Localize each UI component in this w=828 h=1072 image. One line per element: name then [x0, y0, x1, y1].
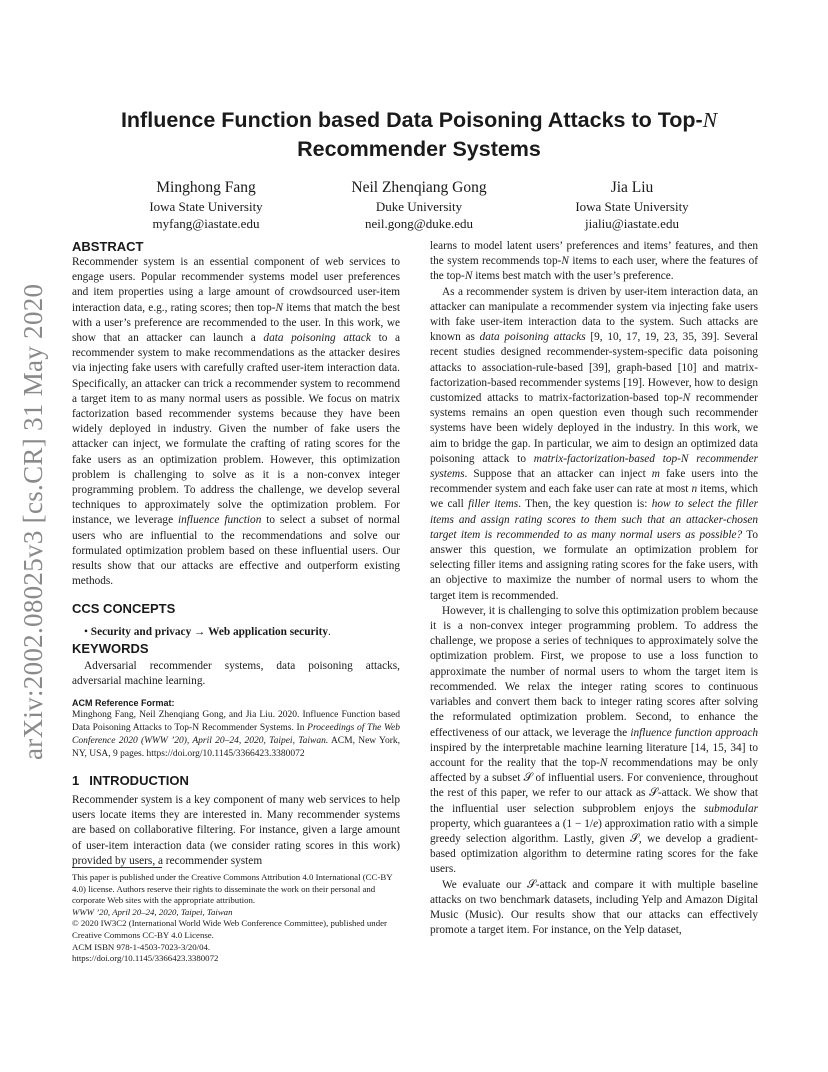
keywords-text: Adversarial recommender systems, data poisoning attacks, adversarial machine learning. [72, 659, 400, 687]
author-affiliation: Duke University [375, 199, 463, 214]
math-s: 𝒮 [630, 832, 639, 845]
math-n: N [561, 255, 569, 268]
math-n: N [275, 301, 284, 314]
title-line2: Recommender Systems [297, 137, 541, 161]
paragraph [430, 285, 758, 604]
math-s: 𝒮 [527, 878, 536, 891]
acm-ref-heading: ACM Reference Format: [72, 698, 175, 709]
text: As a recommender system is driven by user-item interaction data, an attacker can manipulate a recommender system via injecting fake users with fake user-item interaction data to the system. Such attacks are known as [430, 285, 758, 344]
abstract-part: items that match the best with a user’s preference are recommended to the user. In this work, we show that an attacker can launch a [72, 301, 400, 345]
abstract-emph: data poisoning attack [263, 332, 371, 345]
math-n: N [599, 756, 608, 769]
paragraph [430, 878, 758, 939]
footnote [72, 867, 400, 965]
left-column [72, 239, 400, 869]
text: learns to model latent users’ preferences and items’ features, and then the system recommends top- [430, 240, 758, 268]
bullet-icon: • [84, 626, 88, 639]
text: inspired by the interpretable machine learning literature [14, 15, 34] to account for the reality that the top- [430, 741, 758, 769]
text: -attack and compare it with multiple baseline attacks on two benchmark datasets, including Yelp and Amazon Digital Music (Music). Our results show that our attacks can effectively promote a target item. For instance, on the Yelp dataset, [430, 878, 759, 937]
text: We evaluate our [442, 878, 528, 891]
abstract-part: to a recommender system to make recommendations as the attacker desires via injecting fake users with carefully crafted user-item interaction data. Specifically, an attacker can trick a recommender system to recommend a target item to as many normal users as possible. We focus on matrix factorization based recommender systems because they have been widely deployed in industry. Given the number of fake users the attacker can inject, we formulate the crafting of rating scores for the fake users as an optimization problem. However, this optimization problem is challenging to solve as it is a non-convex integer programming problem. To address the challenge, we develop several techniques to approximately solve the optimization problem. For instance, we leverage [72, 332, 400, 527]
emph: how to select the filler items and assign rating scores to them such that an attacker-chosen target item is recommended to as many normal users as possible? [430, 498, 758, 541]
math-s: 𝒮 [523, 772, 533, 785]
ccs-heading: CCS CONCEPTS [72, 601, 176, 617]
paper-title [74, 106, 764, 164]
title-line1: Influence Function based Data Poisoning Attacks to Top- [120, 108, 703, 132]
copyright-text: © 2020 IW3C2 (International World Wide Web Conference Committee), published under Creative Commons CC-BY 4.0 License. [72, 918, 387, 940]
arxiv-stamp: arXiv:2002.08025v3 [cs.CR] 31 May 2020 [18, 283, 48, 760]
author-name: Jia Liu [610, 179, 654, 196]
intro-paragraph: Recommender system is a key component of many web services to help users locate items they are interested in. Many recommender systems are based on collaborative filtering. For instance, given a large amount of user-item interaction data (we consider rating scores in this work) provided by users, a recommender system [72, 794, 400, 867]
text: [9, 10, 17, 19, 23, 35, 39]. Several recent studies designed recommender-system-specific data poisoning attacks to association-rule-based [39], graph-based [10] and matrix-factorization-based recommender systems [19]. However, how to design customized attacks to matrix-factorization-based top- [430, 331, 758, 405]
author-affiliation: Iowa State University [575, 199, 689, 214]
text: . Then, the key question is: [518, 498, 652, 511]
math-m: m [651, 468, 660, 481]
paragraph [430, 604, 758, 878]
author-2 [299, 178, 539, 232]
emph: submodular [704, 802, 758, 815]
author-1 [86, 178, 326, 232]
doi-text: https://doi.org/10.1145/3366423.3380072 [72, 953, 219, 964]
math-n: N [682, 392, 691, 405]
author-name: Minghong Fang [156, 179, 256, 196]
ccs-line [72, 625, 400, 640]
text: -attack. We show that the influential user selection subproblem enjoys the [430, 787, 758, 815]
math-s: 𝒮 [649, 787, 658, 800]
title-n: N [702, 108, 718, 132]
text: , we develop a gradient-based optimization algorithm to determine rating scores for the fake users. [430, 832, 759, 876]
emph: influence function approach [630, 726, 759, 739]
abstract-heading: ABSTRACT [72, 239, 144, 254]
arrow-icon: → [194, 626, 206, 639]
section-number: 1 [72, 773, 80, 789]
text: property, which guarantees a (1 − 1/ [430, 817, 594, 830]
author-name: Neil Zhenqiang Gong [351, 179, 487, 196]
acm-ref-part: Minghong Fang, Neil Zhenqiang Gong, and Jia Liu. 2020. Influence Function based Data Poisoning Attacks to Top-N Recommender Systems. In [72, 710, 400, 734]
abstract-text [72, 255, 400, 589]
text: recommendations may be only affected by a subset [430, 756, 758, 785]
acm-ref-text [72, 709, 400, 761]
acm-ref-venue: Proceedings of The Web Conference 2020 (WWW ’20), April 20–24, 2020, Taipei, Taiwan. [72, 723, 400, 747]
emph: filler items [468, 498, 519, 511]
ccs-concept: Web application security [208, 626, 329, 639]
text: recommender systems remains an open question even though such recommender systems have been widely deployed in the industry. In this work, we aim to bridge the gap. In particular, we aim to design an optimized data poisoning attack to [430, 392, 758, 465]
author-email: neil.gong@duke.edu [364, 216, 473, 231]
text: However, it is challenging to solve this optimization problem because it is a non-convex integer programming problem. To address the challenge, we propose a series of techniques to approximately solve the optimization problem. First, we propose to use a loss function to approximate the number of normal users to whom the target item is recommended. We relax the integer rating scores to continuous variables and convert them back to integer rating scores after solving the reformulated optimization problem. Second, to enhance the effectiveness of our attack, we leverage the [430, 604, 758, 739]
ccs-end: . [328, 626, 331, 639]
text: items, which we call [430, 483, 758, 511]
text: To answer this question, we formulate an optimization problem for selecting filler items and assigning rating scores for the fake users, with an objective to maximize the number of normal users to whom the target item is recommended. [430, 528, 758, 602]
author-email: jialiu@iastate.edu [585, 216, 679, 231]
author-3 [512, 178, 752, 232]
license-text: This paper is published under the Creative Commons Attribution 4.0 International (CC-BY 4.0) license. Authors reserve their rights to disseminate the work on their personal and corporate Web sites with the appropriate attribution. [72, 872, 393, 906]
paragraph [430, 239, 758, 285]
author-email: myfang@iastate.edu [152, 216, 260, 231]
abstract-part: to select a subset of normal users who are influential to the recommendations and solve our formulated optimization problem based on these influential users. Our results show that our attacks are effective and outperform existing methods. [72, 514, 400, 588]
text: fake users into the recommender system and each fake user can rate at most [430, 468, 759, 496]
text: of influential users. For convenience, throughout the rest of this paper, we refer to our attack as [430, 772, 759, 800]
emph: matrix-factorization-based top-N recommender systems [430, 452, 758, 481]
keywords-heading: KEYWORDS [72, 640, 149, 656]
right-column [430, 239, 758, 938]
text: items best match with the user’s preference. [472, 270, 674, 283]
math-n: N [464, 270, 473, 283]
venue-text: WWW ’20, April 20–24, 2020, Taipei, Taiwan [72, 906, 233, 917]
abstract-emph: influence function [178, 514, 262, 527]
section-title: INTRODUCTION [89, 773, 189, 789]
footnote-rule [72, 867, 162, 868]
math-e: e [593, 817, 599, 830]
math-n-small: n [691, 483, 698, 496]
isbn-text: ACM ISBN 978-1-4503-7023-3/20/04. [72, 941, 211, 952]
ccs-concept: Security and privacy [90, 626, 192, 639]
text: items to each user, where the features of the top- [430, 255, 759, 283]
author-affiliation: Iowa State University [149, 199, 263, 214]
acm-ref-part: ACM, New York, NY, USA, 9 pages. https://doi.org/10.1145/3366423.3380072 [72, 736, 401, 760]
emph: data poisoning attacks [479, 331, 586, 344]
abstract-part: Recommender system is an essential component of web services to engage users. Popular recommender systems model user preferences and item properties using a large amount of crowdsourced user-item interaction data, e.g., rating scores; then top- [72, 256, 400, 314]
text: ) approximation ratio with a simple greedy selection algorithm. Lastly, given [430, 817, 758, 845]
intro-heading [72, 773, 400, 789]
text: . Suppose that an attacker can inject [464, 468, 652, 481]
